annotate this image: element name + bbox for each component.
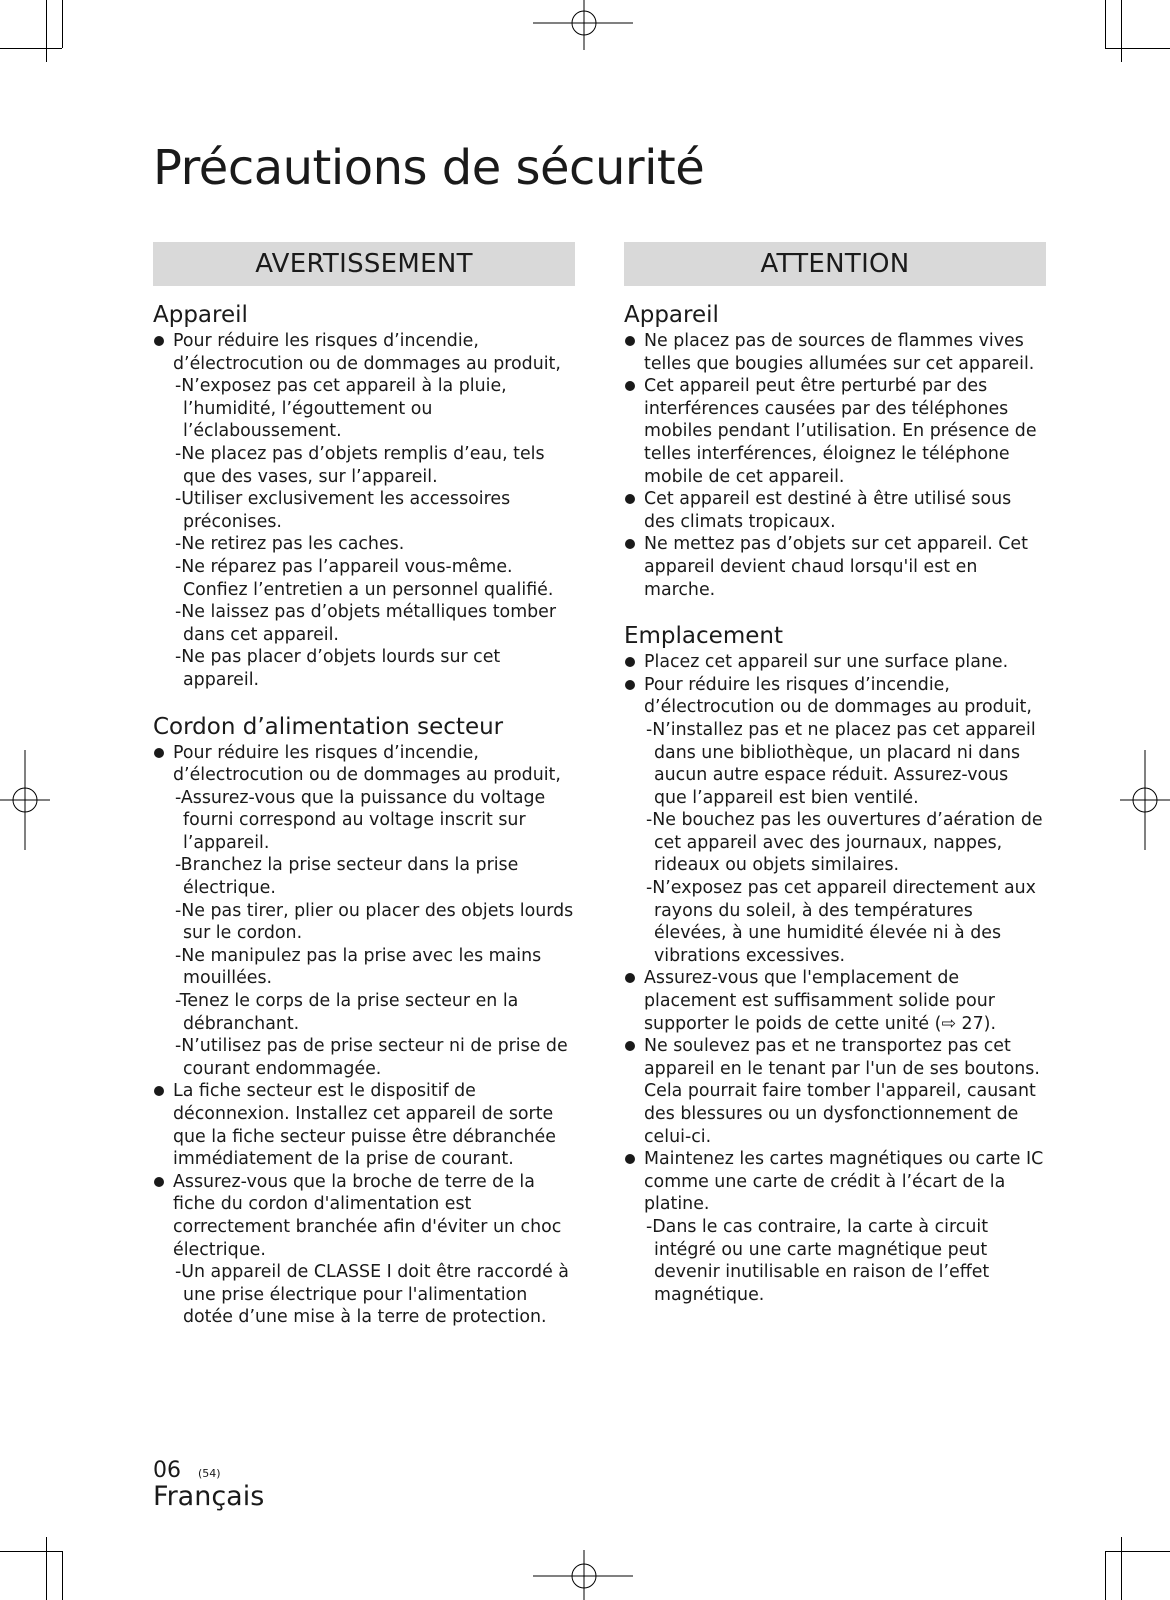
language-label: Français: [153, 1481, 265, 1512]
bullet-icon: [625, 381, 635, 391]
list-item: [153, 1171, 575, 1329]
bullet-text: Cet appareil peut être perturbé par des interférences causées par des téléphones mobiles pendant l’utilisation. En présence de telles interférences, éloignez le téléphone mobile de cet appareil.: [644, 376, 1037, 487]
bullet-icon: [625, 657, 635, 667]
bullet-text: Pour réduire les risques d’incendie, d’électrocution ou de dommages au produit,: [644, 674, 1032, 718]
registration-mark-icon: [1120, 750, 1170, 850]
page-number: 06: [153, 1458, 181, 1483]
bullet-text: Maintenez les cartes magnétiques ou carte IC comme une carte de crédit à l’écart de la platine.: [644, 1149, 1044, 1215]
sub-list-item: -Ne placez pas d’objets remplis d’eau, tels que des vases, sur l’appareil.: [175, 443, 545, 487]
sub-list-item: -Ne laissez pas d’objets métalliques tomber dans cet appareil.: [175, 602, 557, 645]
section-title: Appareil: [624, 302, 719, 328]
sub-list-item: -Tenez le corps de la prise secteur en la débranchant.: [175, 991, 519, 1034]
caution-column: [624, 242, 1046, 1306]
sub-list-item: -Ne retirez pas les caches.: [175, 534, 405, 555]
list-item: [624, 1035, 1046, 1148]
list-item: [624, 967, 1046, 1035]
list-item: [624, 1148, 1046, 1306]
sub-list-item: -Assurez-vous que la puissance du voltage fourni correspond au voltage inscrit sur l’appareil.: [175, 787, 546, 853]
bullet-text: Placez cet appareil sur une surface plane.: [644, 652, 1009, 673]
crop-mark: [1121, 0, 1122, 62]
registration-mark-icon: [533, 1550, 633, 1600]
sub-list-item: -N’exposez pas cet appareil directement aux rayons du soleil, à des températures élevées, à une humidité élevée ni à des vibrations excessives.: [646, 878, 1036, 966]
bullet-text: Assurez-vous que l'emplacement de placement est suffisamment solide pour supporter le poids de cette unité (⇨ 27).: [644, 968, 996, 1034]
sub-list: [644, 719, 1046, 968]
sub-list-item: -Ne manipulez pas la prise avec les mains mouillées.: [175, 945, 542, 989]
bullet-list: [153, 330, 575, 692]
sub-list-item: -N’exposez pas cet appareil à la pluie, l’humidité, l’égouttement ou l’éclaboussement.: [175, 376, 507, 442]
bullet-icon: [625, 973, 635, 983]
warning-column: [153, 242, 575, 1329]
bullet-list: [624, 330, 1046, 601]
bullet-icon: [154, 1177, 164, 1187]
bullet-icon: [625, 1154, 635, 1164]
list-item: [153, 330, 575, 692]
bullet-text: La fiche secteur est le dispositif de déconnexion. Installez cet appareil de sorte que la fiche secteur puisse être débranchée immédiatement de la prise de courant.: [173, 1081, 556, 1170]
bullet-list: [153, 742, 575, 1329]
sub-list-item: -Ne bouchez pas les ouvertures d’aération de cet appareil avec des journaux, nappes, rideaux ou objets similaires.: [646, 810, 1043, 876]
page-title: Précautions de sécurité: [153, 140, 705, 196]
crop-mark: [1105, 0, 1106, 48]
bullet-list: [624, 651, 1046, 1306]
crop-mark: [1105, 1551, 1170, 1552]
list-item: [153, 742, 575, 1081]
warning-header: AVERTISSEMENT: [153, 242, 575, 286]
section: [624, 621, 1046, 1306]
list-item: [624, 330, 1046, 375]
crop-mark: [46, 1537, 47, 1600]
bullet-text: Ne mettez pas d’objets sur cet appareil. Cet appareil devient chaud lorsqu'il est en marche.: [644, 534, 1028, 600]
bullet-icon: [625, 494, 635, 504]
crop-mark: [1105, 48, 1170, 49]
bullet-icon: [154, 1086, 164, 1096]
list-item: [153, 1080, 575, 1170]
sub-list-item: -N’installez pas et ne placez pas cet appareil dans une bibliothèque, un placard ni dans aucun autre espace réduit. Assurez-vous que l’appareil est bien ventilé.: [646, 719, 1036, 808]
list-item: [624, 375, 1046, 488]
registration-mark-icon: [0, 750, 50, 850]
sub-list-item: -N’utilisez pas de prise secteur ni de prise de courant endommagée.: [175, 1036, 568, 1079]
bullet-text: Pour réduire les risques d’incendie, d’électrocution ou de dommages au produit,: [173, 331, 561, 374]
sub-list-item: -Dans le cas contraire, la carte à circuit intégré ou une carte magnétique peut devenir inutilisable en raison de l’effet magnétique.: [646, 1216, 990, 1305]
bullet-text: Ne soulevez pas et ne transportez pas cet appareil en le tenant par l'un de ses boutons. Cela pourrait faire tomber l'appareil, causant des blessures ou un dysfonctionnement de celui-ci.: [644, 1036, 1040, 1147]
registration-mark-icon: [533, 0, 633, 50]
sub-list-item: -Branchez la prise secteur dans la prise électrique.: [175, 855, 519, 899]
bullet-icon: [154, 336, 164, 346]
section: [624, 300, 1046, 601]
sub-list-item: -Ne pas placer d’objets lourds sur cet appareil.: [175, 647, 501, 690]
bullet-icon: [154, 748, 164, 758]
list-item: [624, 533, 1046, 601]
crop-mark: [62, 1551, 63, 1600]
crop-mark: [0, 1551, 62, 1552]
bullet-icon: [625, 336, 635, 346]
caution-header: ATTENTION: [624, 242, 1046, 286]
bullet-icon: [625, 680, 635, 690]
section-title: Emplacement: [624, 623, 783, 650]
sub-list: [173, 1261, 575, 1329]
list-item: [624, 674, 1046, 968]
list-item: [624, 488, 1046, 533]
bullet-text: Assurez-vous que la broche de terre de la fiche du cordon d'alimentation est correctement branchée afin d'éviter un choc électrique.: [173, 1171, 562, 1260]
sub-list: [173, 375, 575, 691]
crop-mark: [62, 0, 63, 48]
crop-mark: [46, 0, 47, 62]
section-title: Cordon d’alimentation secteur: [153, 713, 504, 740]
sub-list: [644, 1216, 1046, 1306]
bullet-icon: [625, 539, 635, 549]
bullet-icon: [625, 1041, 635, 1051]
section-title: Appareil: [153, 302, 248, 328]
list-item: [624, 651, 1046, 674]
sub-list-item: -Utiliser exclusivement les accessoires préconises.: [175, 489, 511, 532]
section: [153, 712, 575, 1329]
bullet-text: Cet appareil est destiné à être utilisé sous des climats tropicaux.: [644, 489, 1012, 532]
sub-list-item: -Ne pas tirer, plier ou placer des objets lourds sur le cordon.: [175, 900, 574, 944]
sub-list-item: -Ne réparez pas l’appareil vous-même. Confiez l’entretien a un personnel qualifié.: [175, 556, 554, 600]
sub-list: [173, 787, 575, 1081]
bullet-text: Ne placez pas de sources de flammes vives telles que bougies allumées sur cet appareil.: [644, 331, 1035, 374]
crop-mark: [1105, 1551, 1106, 1600]
crop-mark: [0, 48, 62, 49]
section: [153, 300, 575, 692]
caution-content: [624, 300, 1046, 1306]
sub-list-item: -Un appareil de CLASSE I doit être raccordé à une prise électrique pour l'alimentation dotée d’une mise à la terre de protection.: [175, 1262, 569, 1328]
bullet-text: Pour réduire les risques d’incendie, d’électrocution ou de dommages au produit,: [173, 742, 561, 786]
page-sub-number: (54): [198, 1467, 221, 1480]
warning-content: [153, 300, 575, 1329]
crop-mark: [1121, 1537, 1122, 1600]
